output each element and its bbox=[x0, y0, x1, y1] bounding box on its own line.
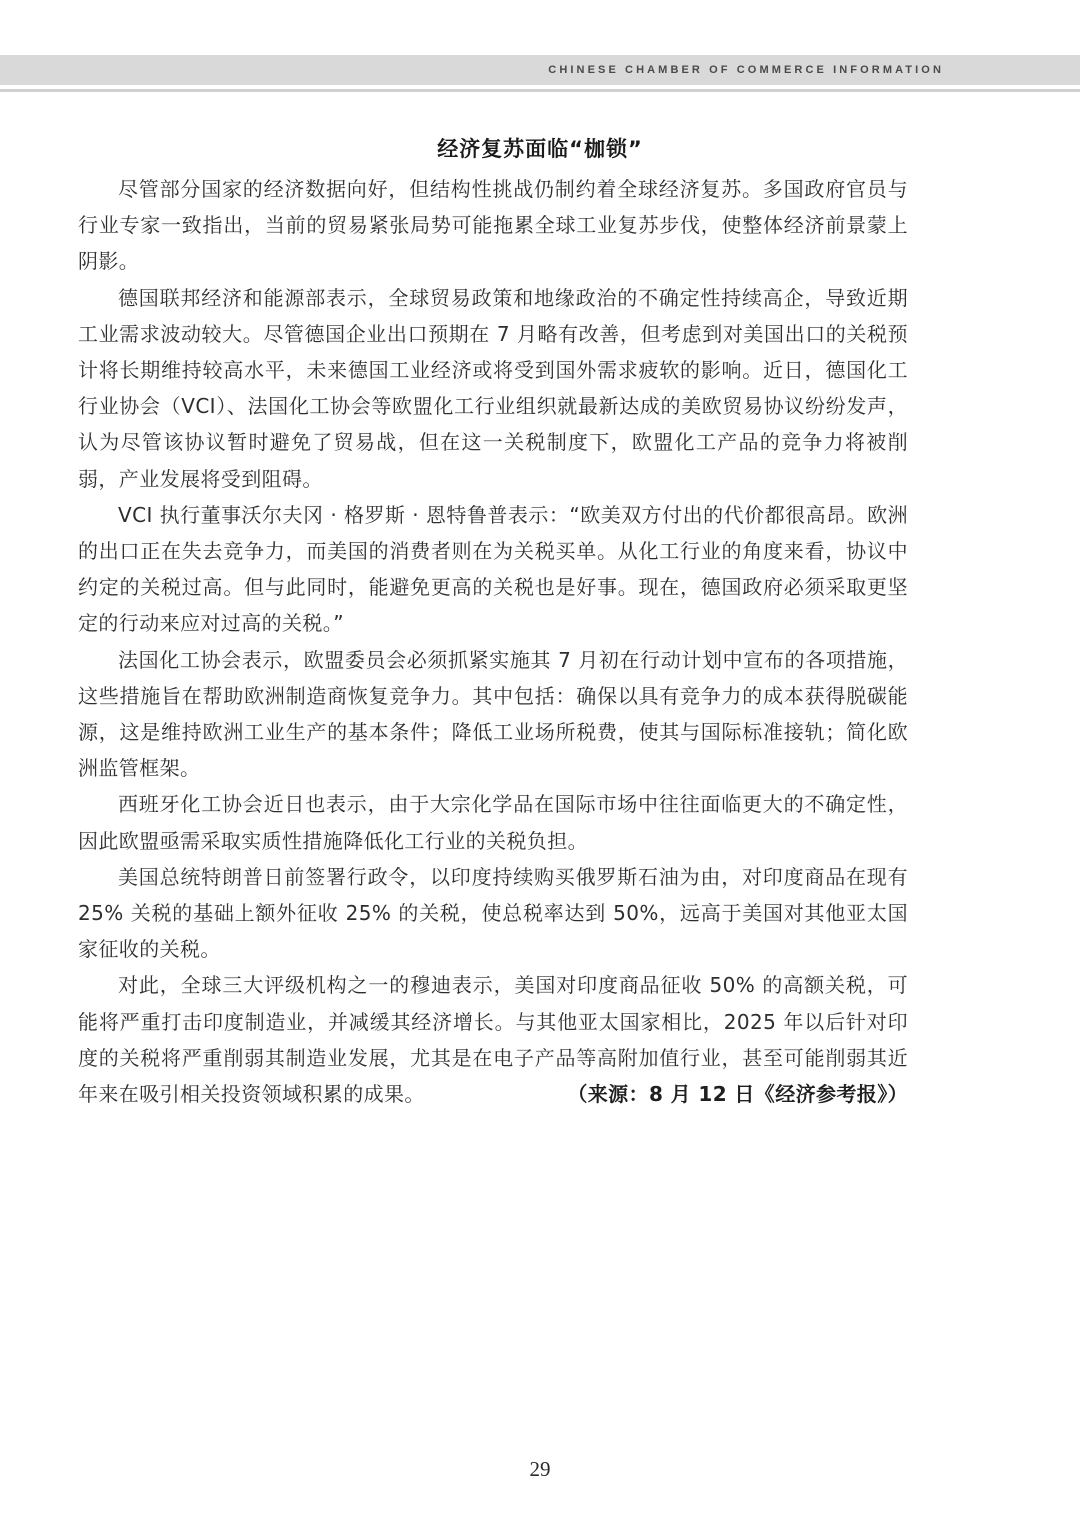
page-number: 29 bbox=[529, 1457, 551, 1481]
paragraph-4: 法国化工协会表示，欧盟委员会必须抓紧实施其 7 月初在行动计划中宣布的各项措施，这些措施旨在帮助欧洲制造商恢复竞争力。其中包括：确保以具有竞争力的成本获得脱碳能源，这是维持欧洲工业生产的基本条件；降低工业场所税费，使其与国际标准接轨；简化欧洲监管框架。 bbox=[78, 647, 908, 781]
paragraph-5: 西班牙化工协会近日也表示，由于大宗化学品在国际市场中往往面临更大的不确定性，因此欧盟亟需采取实质性措施降低化工行业的关税负担。 bbox=[78, 792, 908, 853]
article-body bbox=[78, 171, 908, 1112]
paragraph-3: VCI 执行董事沃尔夫冈 · 格罗斯 · 恩特鲁普表示：“欧美双方付出的代价都很高昂。欧洲的出口正在失去竞争力，而美国的消费者则在为关税买单。从化工行业的角度来看，协议中约定的关税过高。但与此同时，能避免更高的关税也是好事。现在，德国政府必须采取更坚定的行动来应对过高的关税。” bbox=[78, 502, 908, 636]
paragraph-1: 尽管部分国家的经济数据向好，但结构性挑战仍制约着全球经济复苏。多国政府官员与行业专家一致指出，当前的贸易紧张局势可能拖累全球工业复苏步伐，使整体经济前景蒙上阴影。 bbox=[78, 177, 908, 274]
paragraph-7-text: 对此，全球三大评级机构之一的穆迪表示，美国对印度商品征收 50% 的高额关税，可能将严重打击印度制造业，并减缓其经济增长。与其他亚太国家相比，2025 年以后针对印度的关税将严重削弱其制造业发展，尤其是在电子产品等高附加值行业，甚至可能削弱其近年来在吸引相关投资领域积累的成果。 bbox=[78, 973, 908, 1107]
paragraph-6: 美国总统特朗普日前签署行政令，以印度持续购买俄罗斯石油为由，对印度商品在现有 25% 关税的基础上额外征收 25% 的关税，使总税率达到 50%，远高于美国对其他亚太国家征收的关税。 bbox=[78, 864, 908, 962]
paragraph-2: 德国联邦经济和能源部表示，全球贸易政策和地缘政治的不确定性持续高企，导致近期工业需求波动较大。尽管德国企业出口预期在 7 月略有改善，但考虑到对美国出口的关税预计将长期维持较高水平，未来德国工业经济或将受到国外需求疲软的影响。近日，德国化工行业协会（VCI）、法国化工协会等欧盟化工行业组织就最新达成的美欧贸易协议纷纷发声，认为尽管该协议暂时避免了贸易战，但在这一关税制度下，欧盟化工产品的竞争力将被削弱，产业发展将受到阻碍。 bbox=[78, 285, 908, 491]
header-rule bbox=[0, 89, 1080, 92]
running-header-title: CHINESE CHAMBER OF COMMERCE INFORMATION bbox=[548, 64, 944, 76]
article-title: 经济复苏面临“枷锁” bbox=[437, 137, 643, 161]
article-source: （来源：8 月 12 日《经济参考报》） bbox=[567, 1082, 908, 1107]
paragraph-7 bbox=[78, 967, 908, 1112]
